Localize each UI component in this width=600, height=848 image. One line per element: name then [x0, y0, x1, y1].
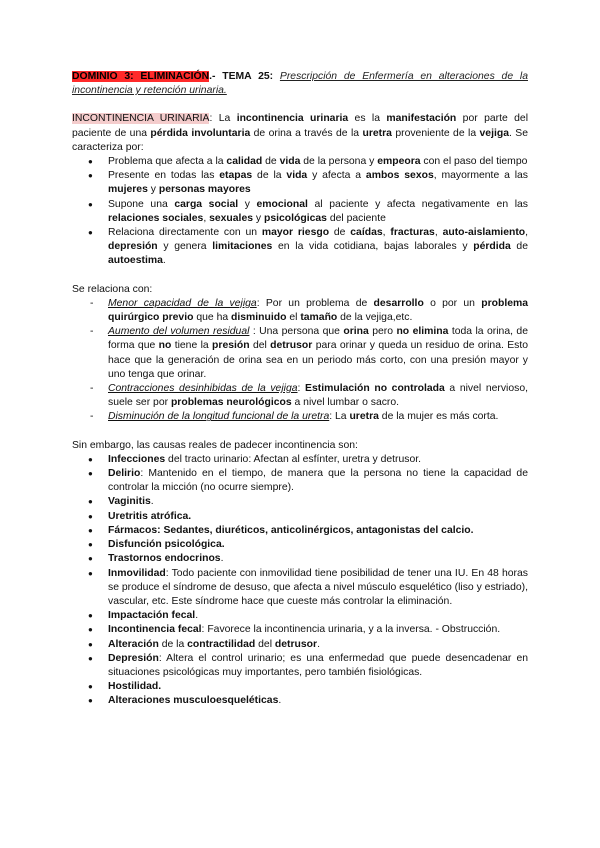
document-page [72, 70, 528, 709]
list-item: - Aumento del volumen residual : Una persona que orina pero no elimina toda la orina, de forma que no tiene la presión del detrusor para orinar y queda un residuo de orina. Esto hace que la generación de orina sea en un periodo más corto, con una presión mayor y uno tenga que orinar. [72, 325, 528, 382]
list-item: ● Vaginitis. [72, 495, 528, 509]
list-item: ● Alteraciones musculoesqueléticas. [72, 694, 528, 708]
document-title [72, 70, 528, 98]
causes-list [72, 453, 528, 709]
list-item: ● Problema que afecta a la calidad de vida de la persona y empeora con el paso del tiempo [72, 155, 528, 169]
causes-heading: Sin embargo, las causas reales de padecer incontinencia son: [72, 439, 358, 451]
features-list [72, 155, 528, 269]
list-item: ● Incontinencia fecal: Favorece la incontinencia urinaria, y a la inversa. - Obstrucción. [72, 623, 528, 637]
list-item: ● Fármacos: Sedantes, diuréticos, anticolinérgicos, antagonistas del calcio. [72, 524, 528, 538]
domain-label: DOMINIO 3: ELIMINACIÓN [72, 71, 210, 82]
list-item: ● Trastornos endocrinos. [72, 552, 528, 566]
list-item: ● Impactación fecal. [72, 609, 528, 623]
list-item: - Menor capacidad de la vejiga: Por un problema de desarrollo o por un problema quirúrgico previo que ha disminuido el tamaño de la vejiga,etc. [72, 297, 528, 325]
list-item: ● Hostilidad. [72, 680, 528, 694]
intro-term: INCONTINENCIA URINARIA [72, 113, 210, 125]
list-item: ● Depresión: Altera el control urinario; es una enfermedad que puede desencadenar en situaciones psicológicas muy importantes, pero también fisiológicas. [72, 652, 528, 680]
list-item: ● Disfunción psicológica. [72, 538, 528, 552]
intro-paragraph: INCONTINENCIA URINARIA: La incontinencia urinaria es la manifestación por parte del paciente de una pérdida involuntaria de orina a través de la uretra proveniente de la vejiga. Se caracteriza por: [72, 113, 529, 153]
relations-list [72, 297, 528, 425]
list-item: ● Uretritis atrófica. [72, 510, 528, 524]
list-item: ● Alteración de la contractilidad del detrusor. [72, 638, 528, 652]
list-item: ● Presente en todas las etapas de la vida y afecta a ambos sexos, mayormente a las mujeres y personas mayores [72, 169, 528, 197]
list-item: ● Delirio: Mantenido en el tiempo, de manera que la persona no tiene la capacidad de controlar la micción (no ocurre siempre). [72, 467, 528, 495]
topic-number: .- TEMA 25: [209, 71, 274, 82]
list-item: - Disminución de la longitud funcional de la uretra: La uretra de la mujer es más corta. [72, 410, 528, 424]
list-item: - Contracciones desinhibidas de la vejiga: Estimulación no controlada a nivel nervioso, suele ser por problemas neurológicos a nivel lumbar o sacro. [72, 382, 528, 410]
list-item: ● Supone una carga social y emocional al paciente y afecta negativamente en las relaciones sociales, sexuales y psicológicas del paciente [72, 198, 528, 226]
list-item: ● Infecciones del tracto urinario: Afectan al esfínter, uretra y detrusor. [72, 453, 528, 467]
list-item: ● Inmovilidad: Todo paciente con inmovilidad tiene posibilidad de tener una IU. En 48 horas se produce el síndrome de desuso, que afecta a nivel músculo esquelético (liso y estriado), vascular, etc. Este síndrome hace que cueste más controlar la eliminación. [72, 567, 528, 610]
list-item: ● Relaciona directamente con un mayor riesgo de caídas, fracturas, auto-aislamiento, depresión y genera limitaciones en la vida cotidiana, bajas laborales y pérdida de autoestima. [72, 226, 528, 269]
topic-title: Prescripción de Enfermería en alteraciones de la incontinencia y retención urinaria. [72, 71, 528, 97]
relates-heading: Se relaciona con: [72, 283, 153, 295]
